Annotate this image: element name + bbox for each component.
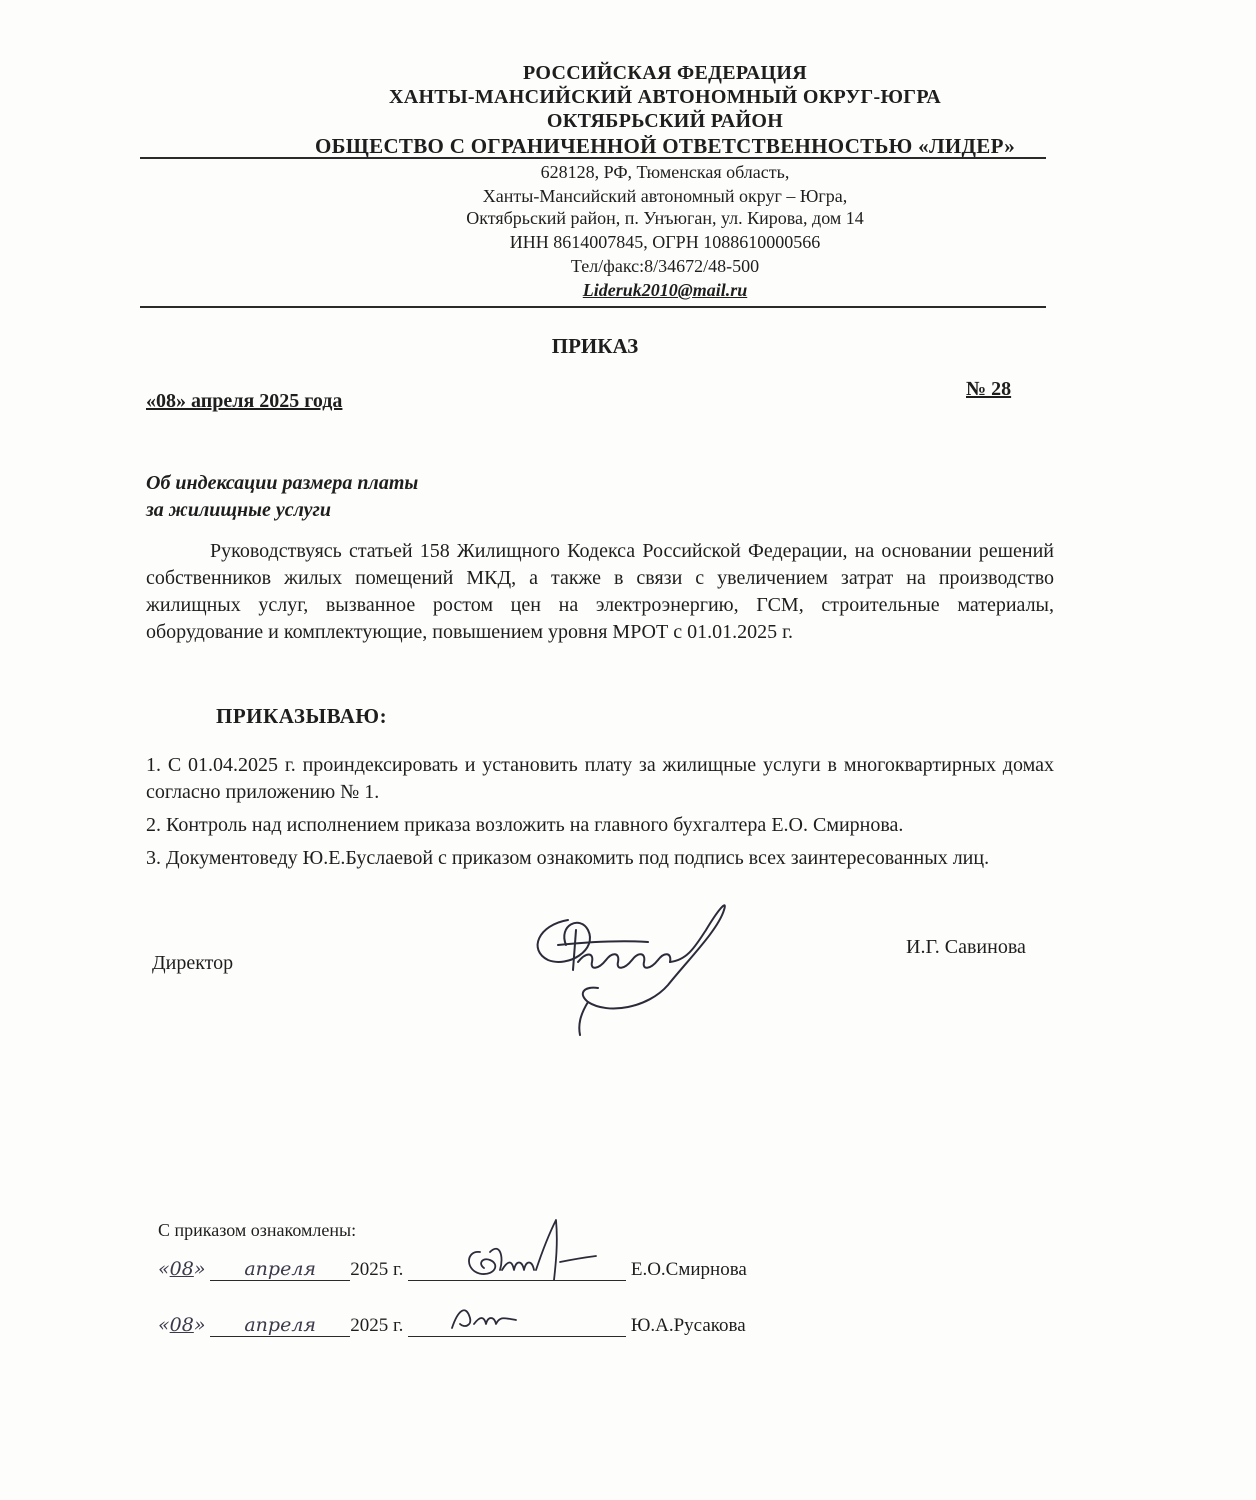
- acknowledgement-row: [158, 1314, 746, 1337]
- header-country: РОССИЙСКАЯ ФЕДЕРАЦИЯ: [522, 62, 807, 84]
- order-item-1: 1. С 01.04.2025 г. проиндексировать и установить плату за жилищные услуги в многоквартирных домах согласно приложению № 1.: [146, 754, 1054, 803]
- address-line-3: Октябрьский район, п. Унъюган, ул. Кирова, дом 14: [466, 208, 864, 228]
- address-tax-ids: ИНН 8614007845, ОГРН 1088610000566: [509, 232, 821, 252]
- director-name: И.Г. Савинова: [906, 936, 1026, 958]
- order-number: № 28: [966, 378, 1012, 400]
- order-item-3: 3. Документоведу Ю.Е.Буслаевой с приказом ознакомить под подпись всех заинтересованных лиц.: [146, 847, 990, 869]
- ack-signature: [446, 1298, 526, 1334]
- director-signature: [528, 890, 738, 1040]
- ack-month: апреля: [210, 1258, 350, 1281]
- order-preamble: Руководствуясь статьей 158 Жилищного Кодекса Российской Федерации, на основании решений собственников жилых помещений МКД, а также в связи с увеличением затрат на производство жилищных услуг, вызванное ростом цен на электроэнергию, ГСМ, строительные материалы, оборудование и комплектующие, повышением уровня МРОТ с 01.01.2025 г.: [146, 540, 1054, 643]
- ack-quote-close: »: [193, 1258, 206, 1280]
- ack-quote-open: «: [158, 1314, 170, 1336]
- order-item-2: 2. Контроль над исполнением приказа возложить на главного бухгалтера Е.О. Смирнова.: [146, 814, 904, 836]
- ack-signature-blank: [408, 1260, 626, 1281]
- header-divider-bottom: [140, 306, 1046, 308]
- acknowledgement-label: С приказом ознакомлены:: [158, 1220, 357, 1240]
- address-phone: Тел/факс:8/34672/48-500: [570, 256, 760, 276]
- ack-quote-open: «: [158, 1258, 170, 1280]
- header-region: ХАНТЫ-МАНСИЙСКИЙ АВТОНОМНЫЙ ОКРУГ-ЮГРА: [388, 86, 942, 108]
- address-line-1: 628128, РФ, Тюменская область,: [540, 162, 790, 182]
- order-title: ПРИКАЗ: [551, 334, 639, 358]
- ack-name: Е.О.Смирнова: [630, 1259, 747, 1280]
- header-district: ОКТЯБРЬСКИЙ РАЙОН: [546, 110, 784, 132]
- ack-quote-close: »: [193, 1314, 206, 1336]
- acknowledgement-row: [158, 1258, 747, 1281]
- ack-signature-blank: [408, 1316, 626, 1337]
- order-items: [146, 752, 1054, 878]
- order-date: «08» апреля 2025 года: [146, 390, 343, 412]
- header-divider-top: [140, 157, 1046, 159]
- subject-line-1: Об индексации размера платы: [146, 472, 419, 494]
- address-line-2: Ханты-Мансийский автономный округ – Югра,: [482, 186, 848, 206]
- ack-month: апреля: [210, 1314, 350, 1337]
- header-company: ОБЩЕСТВО С ОГРАНИЧЕННОЙ ОТВЕТСТВЕННОСТЬЮ «ЛИДЕР»: [314, 134, 1016, 158]
- ack-name: Ю.А.Русакова: [630, 1315, 746, 1336]
- ack-day: 08: [169, 1258, 194, 1280]
- ack-signature: [460, 1212, 610, 1284]
- subject-line-2: за жилищные услуги: [146, 499, 332, 521]
- ack-year: 2025 г.: [350, 1315, 404, 1336]
- order-subject: [146, 470, 418, 524]
- order-verb: ПРИКАЗЫВАЮ:: [216, 704, 388, 728]
- email-link[interactable]: Lideruk2010@mail.ru: [582, 280, 748, 300]
- director-title: Директор: [152, 952, 234, 974]
- ack-day: 08: [169, 1314, 194, 1336]
- address-email-row: [140, 280, 1190, 301]
- ack-year: 2025 г.: [350, 1259, 404, 1280]
